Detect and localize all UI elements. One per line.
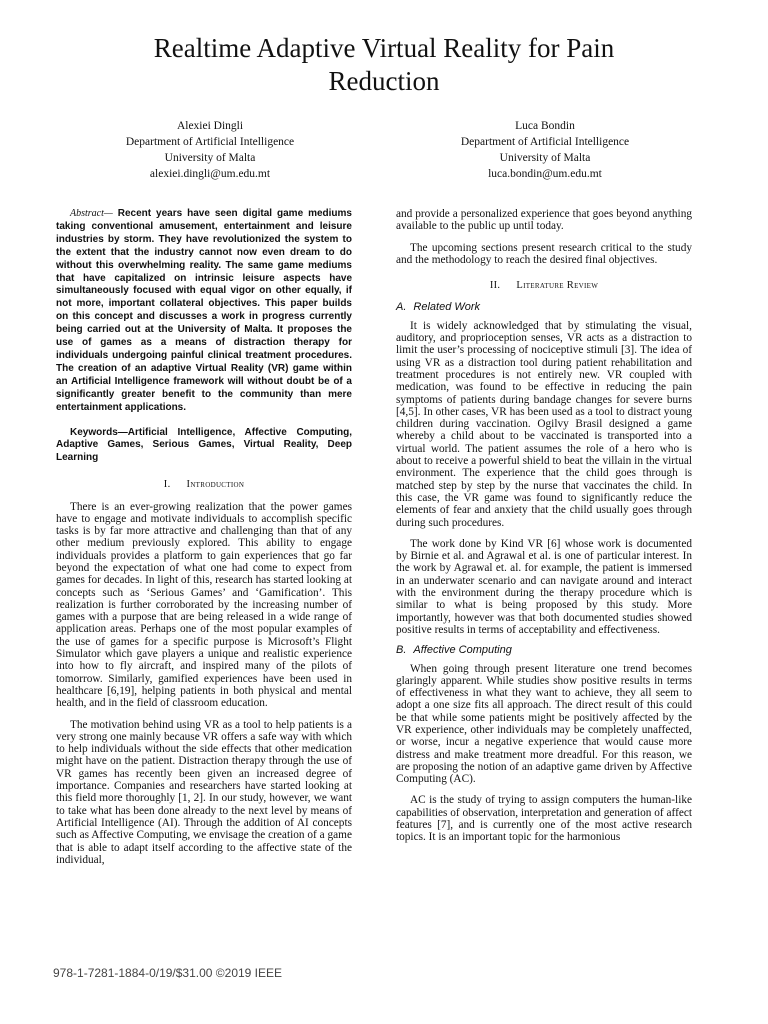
related-work-paragraph-1: It is widely acknowledged that by stimulating the visual, auditory, and proprioception senses, VR acts as a distraction to limit the user’s processing of nociceptive stimuli [3]. The idea of using VR as a distraction tool during patient rehabilitation and treatment procedures is not entirely new. VR coupled with medication, was found to be effective in reducing the pain symptoms of patients during bandage changes for severe burns [4,5]. In other cases, VR has been used as a tool to distract young children during vaccination. Ogilvy Brasil designed a game whereby a child about to be vaccinated is transported into a virtual world. The patient assumes the role of a hero who is about to receive a powerful shield to beat the villain in the virtual environment. The experience that the child goes through is matched step by step by the nurse that vaccinates the child. In this case, the VR game was found to significantly reduce the elements of fear and anxiety that the child usually goes through during such procedures. [396,319,692,529]
abstract [56,208,352,415]
section-title: Literature Review [516,280,599,292]
section-heading-introduction [56,479,352,491]
title-line-2: Reduction [328,66,440,96]
subsection-number: A. [396,301,407,314]
intro-paragraph-3: and provide a personalized experience that goes beyond anything available to the public up until today. [396,208,692,233]
paper-title [60,32,708,98]
intro-paragraph-2: The motivation behind using VR as a tool to help patients is a very strong one mainly because VR offers a safe way with which to help individuals without the side effects that other medication might have on the patient. Distraction therapy through the use of VR games has recently been given an increased degree of importance. Companies and researchers have started looking at this field more thoroughly [1, 2]. In our study, however, we want to take what has been done already to the next level by means of Artificial Intelligence (AI). Through the addition of AI concepts such as Affective Computing, we envisage the creation of a game that is able to adapt itself according to the affective state of the individual, [56,718,352,866]
title-line-1: Realtime Adaptive Virtual Reality for Pain [153,33,615,63]
author-block-1 [85,118,335,182]
intro-paragraph-1: There is an ever-growing realization that the power games have to engage and motivate individuals to accomplish specific tasks is by far more attractive and challenging than that of any other medium previously explored. This ability to engage individuals provides a platform to gain experiences that go far beyond the expectation of what one had come to expect from games for decades. In light of this, research has started looking at concepts such as ‘Serious Games’ and ‘Gamification’. This realization is further corroborated by the increasing number of games with a purpose that are being released in a wide range of application areas. Perhaps one of the most popular examples of the use of games for a specific purpose is Microsoft’s Flight Simulator which gave players a unique and realistic experience into how to fly aircraft, and inspired many of the pilots of tomorrow. Similarly, gamified experiences have been used in healthcare [6,19], helping patients in both physical and mental health, and in the field of classroom education. [56,500,352,710]
section-number: II. [489,280,501,292]
related-work-paragraph-2: The work done by Kind VR [6] whose work is documented by Birnie et al. and Agrawal et al. is one of particular interest. In the work by Agrawal et. al. for example, the patient is immersed in an underwater scenario and can navigate around and interact with the environment during the therapy procedure which is similar to what is being proposed by this study. More importantly, however was that both documented studies showed positive results in terms of acceptability and effectiveness. [396,537,692,636]
author-department: Department of Artificial Intelligence [125,136,295,148]
affective-computing-paragraph-2: AC is the study of trying to assign computers the human-like capabilities of observation, interpretation and generation of affect features [7], and is currently one of the most active research topics. It is an important topic for the harmonious [396,794,692,844]
section-title: Introduction [186,479,245,491]
author-name: Alexiei Dingli [176,120,244,132]
subsection-title: Affective Computing [413,644,512,657]
section-number: I. [163,479,171,491]
abstract-lead: Abstract— [70,208,113,219]
author-department: Department of Artificial Intelligence [460,136,630,148]
intro-paragraph-4: The upcoming sections present research critical to the study and the methodology to reach the desired final objectives. [396,241,692,266]
author-email: alexiei.dingli@um.edu.mt [149,168,271,180]
author-name: Luca Bondin [515,120,575,132]
section-heading-literature-review [396,280,692,292]
copyright-footer: 978-1-7281-1884-0/19/$31.00 ©2019 IEEE [53,966,283,980]
author-block-2 [420,118,670,182]
author-university: University of Malta [499,152,591,164]
left-column [56,208,352,866]
subsection-number: B. [396,644,407,657]
subsection-heading-affective-computing [396,644,692,656]
keywords: Keywords—Artificial Intelligence, Affective Computing, Adaptive Games, Serious Games, Virtual Reality, Deep Learning [56,426,352,464]
author-email: luca.bondin@um.edu.mt [488,168,602,180]
subsection-title: Related Work [413,301,481,314]
author-university: University of Malta [164,152,256,164]
subsection-heading-related-work [396,301,692,313]
abstract-text: Recent years have seen digital game mediums taking conventional amusement, entertainment and leisure industries by storm. They have revolutionized the system to the extent that the industry cannot now even dream to do without this overwhelming reality. The same game mediums that have capitalized on intrinsic leisure aspects have simultaneously focused with equal vigor on other equally, if not more, important collateral objectives. This paper builds on this concept and discusses a work in progress currently being carried out at the University of Malta. It proposes the use of games as a means of distraction therapy for individuals undergoing painful clinical treatment procedures. The creation of an adaptive Virtual Reality (VR) game within an Artificial Intelligence framework will without doubt be of a significantly greater benefit to the community than mere entertainment applications. [56,208,352,413]
right-column [396,208,692,844]
affective-computing-paragraph-1: When going through present literature one trend becomes glaringly apparent. While studies show positive results in terms of effectiveness in what they want to achieve, they all seem to adopt a one size fits all approach. The direct result of this could be that while some patients might be positively affected by the VR experience, other individuals may be completely unaffected, or worse, incur a negative experience that would cause more distress and make treatment more dreadful. For this reason, we are proposing the notion of an adaptive game driven by Affective Computing (AC). [396,662,692,786]
